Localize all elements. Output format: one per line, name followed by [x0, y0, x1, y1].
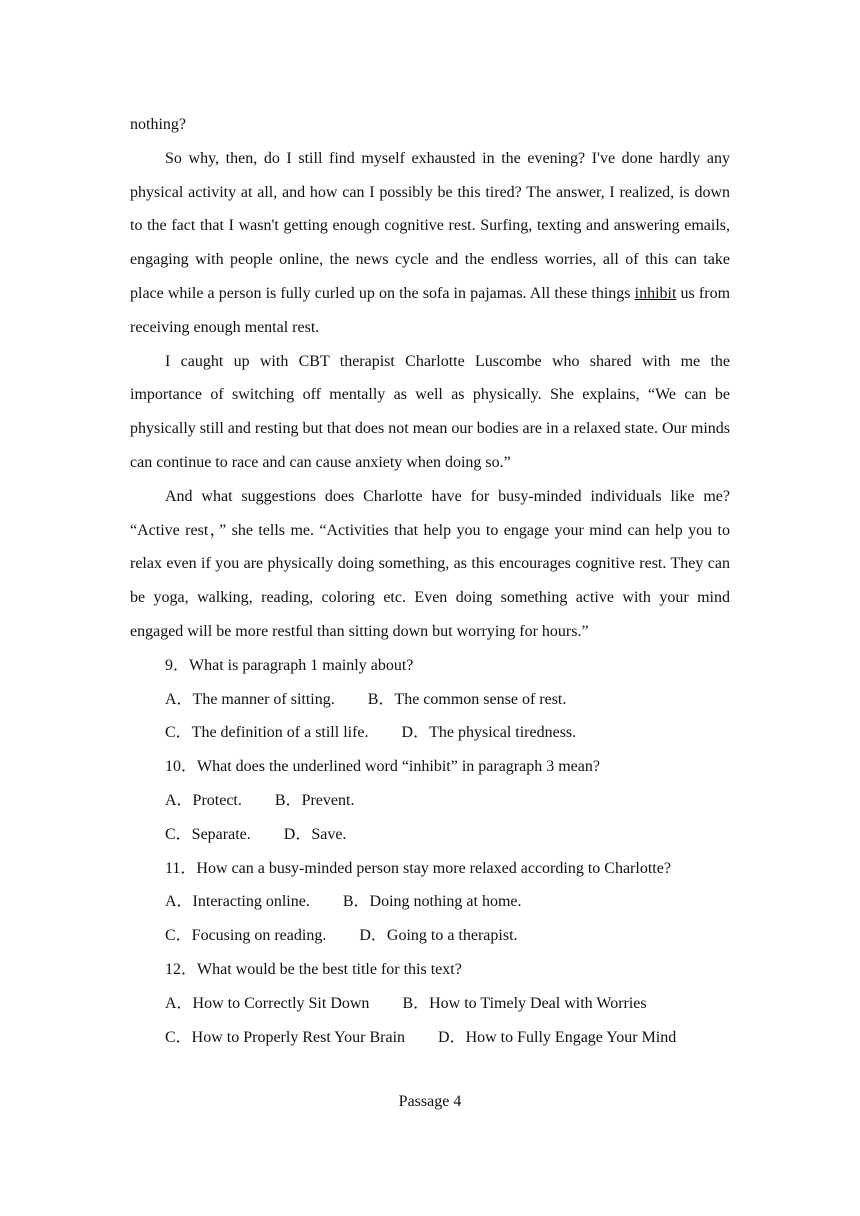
question-10-option-c[interactable]: C．Separate.	[165, 825, 251, 843]
passage-continuation: nothing?	[130, 116, 186, 133]
question-10-options-row-2	[130, 818, 730, 852]
question-11-option-c[interactable]: C．Focusing on reading.	[165, 927, 327, 945]
question-12-option-b[interactable]: B．How to Timely Deal with Worries	[402, 994, 647, 1012]
passage-footer-label: Passage 4	[398, 1093, 462, 1110]
passage-body	[130, 108, 730, 1054]
question-12-options-row-1	[130, 987, 730, 1021]
question-12-options-row-2	[130, 1021, 730, 1055]
question-9-option-d[interactable]: D．The physical tiredness.	[401, 724, 577, 742]
question-12-option-a[interactable]: A．How to Correctly Sit Down	[165, 994, 370, 1012]
question-11-stem: 11．How can a busy-minded person stay more relaxed according to Charlotte?	[165, 859, 671, 877]
question-11-option-a[interactable]: A．Interacting online.	[165, 893, 310, 911]
question-10-option-b[interactable]: B．Prevent.	[274, 791, 355, 809]
question-10-option-d[interactable]: D．Save.	[283, 825, 347, 843]
paragraph-2-text-after: us from receiving enough mental rest.	[130, 284, 731, 336]
paragraph-2-text-before: So why, then, do I still find myself exhausted in the evening? I've done hardly any physical activity at all, and how can I possibly be this tired? The answer, I realized, is down to the fact that I wasn't getting enough cognitive rest. Surfing, texting and answering emails, engaging with people online, the news cycle and the endless worries, all of this can take place while a person is fully curled up on the sofa in pajamas. All these things	[130, 149, 730, 302]
passage-paragraph-4: And what suggestions does Charlotte have for busy-minded individuals like me? “Active rest，” she tells me. “Activities that help you to engage your mind can help you to relax even if you are physically doing something, as this encourages cognitive rest. They can be yoga, walking, reading, coloring etc. Even doing something active with your mind engaged will be more restful than sitting down but worrying for hours.”	[130, 487, 730, 640]
question-10-options-row-1	[130, 784, 730, 818]
question-12-option-c[interactable]: C．How to Properly Rest Your Brain	[165, 1028, 406, 1046]
question-9-option-b[interactable]: B．The common sense of rest.	[367, 690, 567, 708]
question-10-option-a[interactable]: A．Protect.	[165, 791, 242, 809]
question-10-stem: 10．What does the underlined word “inhibit” in paragraph 3 mean?	[165, 758, 600, 776]
question-12-option-d[interactable]: D．How to Fully Engage Your Mind	[438, 1028, 677, 1046]
question-11-options-row-2	[130, 919, 730, 953]
passage-paragraph-2	[130, 142, 730, 345]
question-11-option-d[interactable]: D．Going to a therapist.	[359, 927, 518, 945]
underlined-word-inhibit: inhibit	[634, 284, 677, 302]
question-11-options-row-1	[130, 885, 730, 919]
passage-paragraph-3: I caught up with CBT therapist Charlotte Luscombe who shared with me the importance of switching off mentally as well as physically. She explains, “We can be physically still and resting but that does not mean our bodies are in a relaxed state. Our minds can continue to race and can cause anxiety when doing so.”	[130, 352, 730, 471]
question-9-option-c[interactable]: C．The definition of a still life.	[165, 724, 369, 742]
question-9-option-a[interactable]: A．The manner of sitting.	[165, 690, 335, 708]
question-12-stem: 12．What would be the best title for this text?	[165, 960, 462, 978]
question-11-option-b[interactable]: B．Doing nothing at home.	[342, 893, 522, 911]
question-9-stem: 9．What is paragraph 1 mainly about?	[165, 656, 414, 674]
question-9-options-row-2	[130, 716, 730, 750]
question-9-options-row-1	[130, 683, 730, 717]
